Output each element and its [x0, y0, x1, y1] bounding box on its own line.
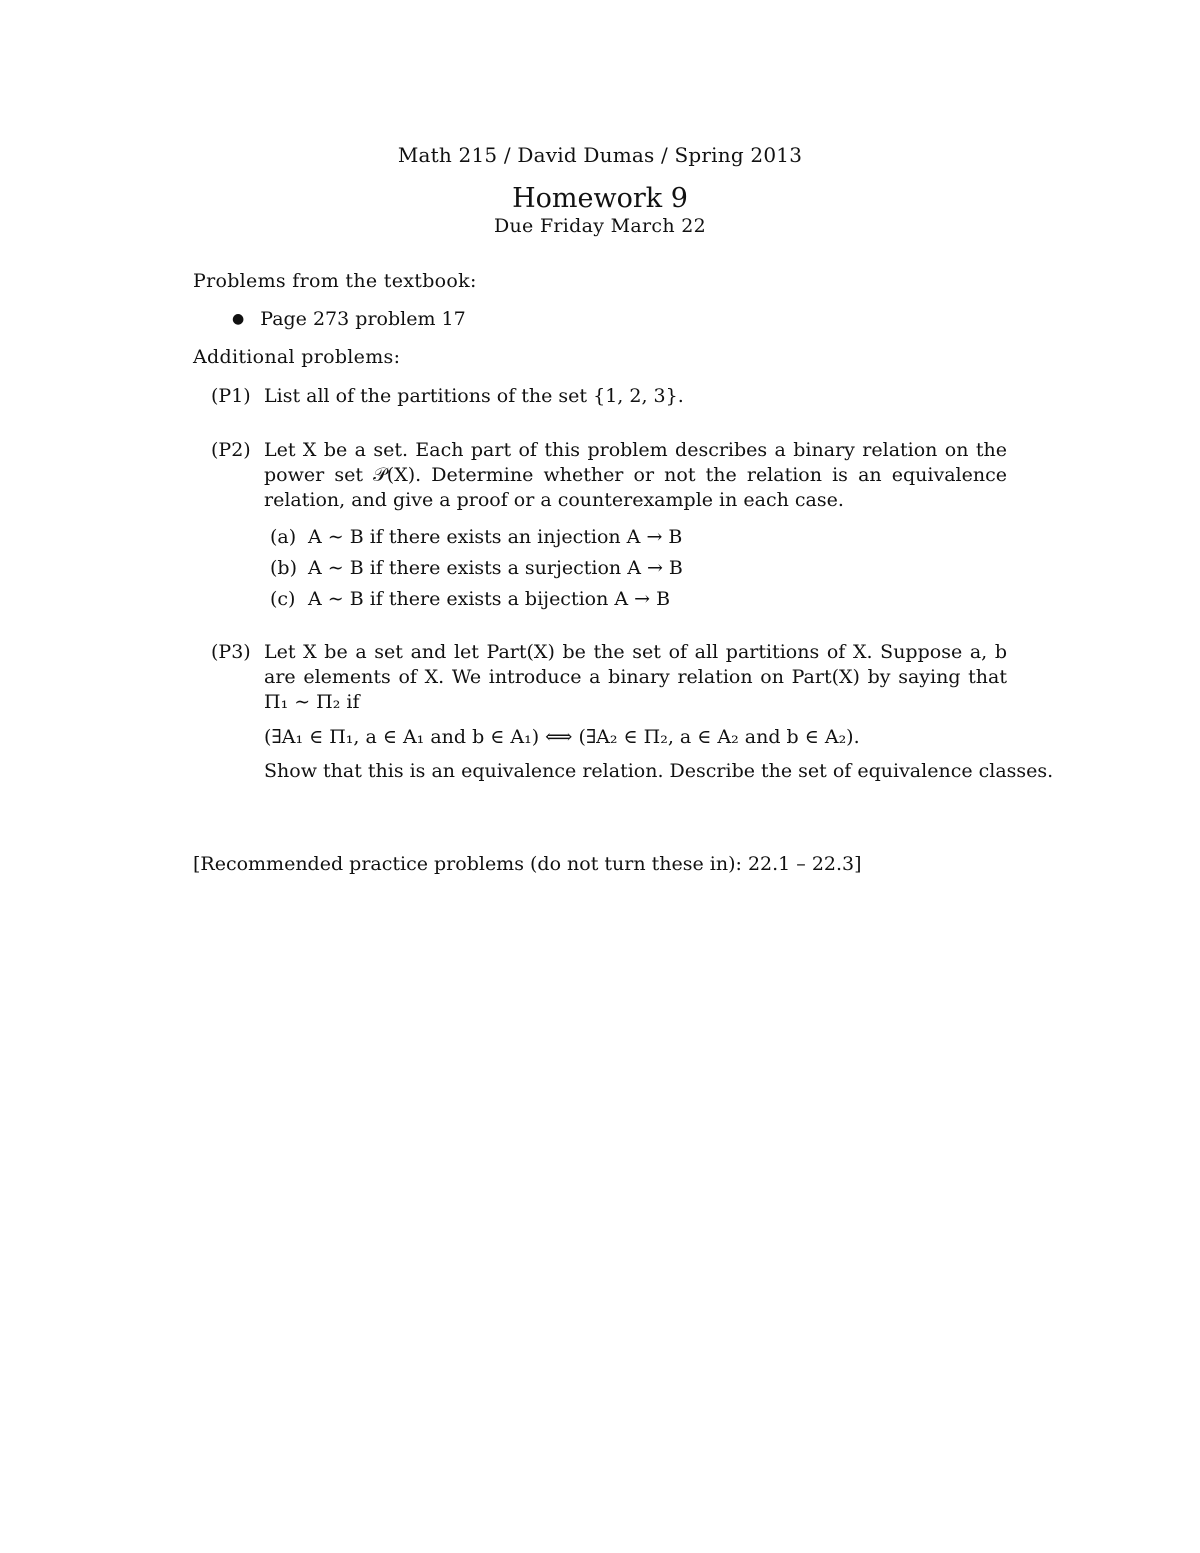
problem-text: Let X be a set and let Part(X) be the set of all partitions of X. Suppose a, b are elements of X. We introduce a binary relation on Part(X) by saying that Π₁ ∼ Π₂ if	[264, 641, 1007, 713]
problem-part-c	[270, 588, 670, 610]
textbook-heading: Problems from the textbook:	[193, 270, 477, 292]
part-label: (a)	[270, 526, 297, 548]
problem-text: List all of the partitions of the set {1, 2, 3}.	[264, 385, 684, 407]
bullet-icon: ●	[232, 311, 245, 327]
problem-p2	[211, 438, 1011, 513]
part-label: (b)	[270, 557, 297, 579]
problem-text: Let X be a set. Each part of this problem describes a binary relation on the power set 𝒫(X). Determine whether or not the relation is an equivalence relation, and give a proof or a counterexample in each case.	[264, 439, 1007, 511]
problem-p3	[211, 640, 1011, 715]
course-line: Math 215 / David Dumas / Spring 2013	[397, 143, 803, 167]
practice-note: [Recommended practice problems (do not turn these in): 22.1 – 22.3]	[193, 853, 862, 875]
part-label: (c)	[270, 588, 296, 610]
list-item	[232, 308, 466, 330]
problem-label: (P1)	[211, 385, 251, 407]
problem-conclusion: Show that this is an equivalence relation. Describe the set of equivalence classes.	[264, 760, 1054, 782]
problem-label: (P3)	[211, 641, 251, 663]
problem-part-b	[270, 557, 683, 579]
problem-part-a	[270, 526, 682, 548]
equivalence-formula: (∃A₁ ∈ Π₁, a ∈ A₁ and b ∈ A₁) ⟺ (∃A₂ ∈ Π₂, a ∈ A₂ and b ∈ A₂).	[264, 726, 860, 748]
additional-heading: Additional problems:	[193, 346, 401, 368]
due-date: Due Friday March 22	[493, 215, 707, 237]
problem-p1	[211, 384, 1011, 409]
problem-label: (P2)	[211, 439, 251, 461]
part-text: A ∼ B if there exists an injection A → B	[308, 526, 683, 548]
page-title: Homework 9	[512, 183, 688, 214]
part-text: A ∼ B if there exists a bijection A → B	[308, 588, 671, 610]
part-text: A ∼ B if there exists a surjection A → B	[308, 557, 683, 579]
textbook-item-text: Page 273 problem 17	[260, 308, 466, 330]
